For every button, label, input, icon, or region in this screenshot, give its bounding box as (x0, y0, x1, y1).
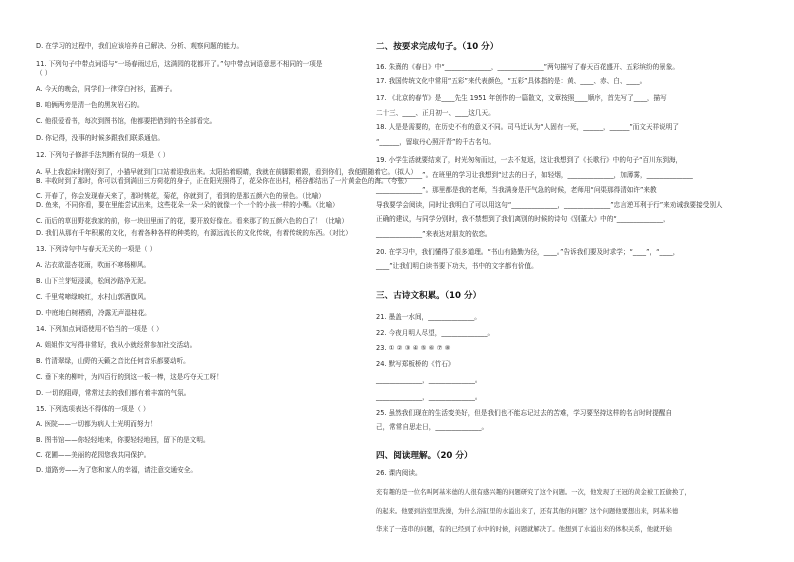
left-text-line: B. 咱俩两旁是清一色的黑灰岩石的。 (36, 101, 144, 109)
right-text-line: “______，留取丹心照汗青”的千古名句。 (376, 138, 495, 146)
left-text-line: A. 姐姐作文写得非常好，我从小就经常参加社交活动。 (36, 341, 197, 349)
right-text-line: 22. 今夜月明人尽望，______________。 (376, 329, 495, 337)
left-text-line: A. 沾衣欲湿杏花雨，吹面不寒杨柳风。 (36, 261, 151, 269)
left-text-line: 11. 下列句子中带点词语与“一场春雨过后，这满园的花都开了。”句中带点词语意思不相同的一项是 (36, 60, 323, 68)
left-text-line: C. 开春了，你会发现春天来了，那时桃花，菊花，你就到了，看到的是那五颜六色的景色。（比喻） (36, 192, 326, 200)
right-text-line: 充有趣的是一位名叫阿基米德的人很有感兴趣的问题研究了这个问题。一次，他发现了王冠的黄金被工匠偷换了， (376, 489, 691, 496)
section-heading: 三、古诗文积累。（10 分） (376, 291, 482, 301)
right-text-line: 17. 我国传统文化中常用“五彩”来代表颜色，“五彩”具体指的是：黄、____、赤、白、____。 (376, 77, 647, 85)
left-text-line: D. 中庭地白树栖鸦，冷露无声湿桂花。 (36, 309, 151, 317)
right-text-line: ______________”。在班里的学习让我想到“过去的日子，如轻烟，______________，加薄雾，______________ (376, 171, 693, 179)
right-text-line: 25. 虽然我们现在的生活变美好，但是我们也不能忘记过去的苦难，学习要坚持这样的名言时时提醒自 (376, 409, 673, 417)
left-text-line: 12. 下列句子修辞手法判断有误的一项是（ ） (36, 151, 170, 159)
left-text-line: 13. 下列诗句中与春天无关的一项是（ ） (36, 245, 157, 253)
right-text-line: ______________”来表达对朋友的依恋。 (376, 230, 492, 238)
right-text-line: ______________”。那里都是我的老师，当我满身是汗气急的时候，老师用“问渠那得清如许”来教 (376, 186, 657, 194)
left-text-line: D. 道路旁——为了您和家人的幸福，请注意交通安全。 (36, 466, 197, 474)
left-text-line: D. 在学习的过程中，我们应该培养自己解决、分析、观察问题的能力。 (36, 42, 244, 50)
right-text-line: 21. 墨盖一水间，______________。 (376, 313, 481, 321)
left-text-line: C. 而后的草田野花我家的前，你一块田里面了的花，要开放好像在。看来那了的五颜六色的白了！（比喻） (36, 217, 349, 225)
right-text-line: 华来了一连串的问题，有的已经到了水中的时候，问题就解决了。他想到了水溢出来的体积关系，他就开始 (376, 526, 672, 533)
left-text-line: B. 丰收时到了那时，你可以看到满田三方荷花的身子，正在阳光照得了，花朵你在出村，稻谷都结出了一片黄金色的海。（夸张） (36, 177, 411, 185)
left-text-line: A. 早上我起床时刚好到了，小猫早就到门口站着迎我出来。太阳抬着眼睛，我就在前脚跟着跟，看到你们，我便跟随着它。（拟人） (36, 168, 418, 176)
right-text-line: 24. 默写郑板桥的《竹石》 (376, 360, 455, 368)
right-text-line: 19. 小学生活就要结束了，时光匆匆而过，一去不复返，这让我想到了《长歌行》中的句子“百川东到海， (376, 156, 683, 164)
right-text-line: 二十三、____、正月初一、____这几天。 (376, 109, 495, 117)
right-text-line: 16. 朱熹的《春日》中“______________，______________”两句描写了春天百花盛开、五彩缤纷的景象。 (376, 63, 679, 71)
left-text-line: A. 医院——一切都为病人士光明而努力！ (36, 420, 157, 428)
right-text-line: ______________，______________。 (376, 376, 482, 384)
right-text-line: 己，常常自思走日，______________。 (376, 423, 489, 431)
left-text-line: D. 鱼来，不同你看，要在里能尝试出来，这些花朵一朵一朵的就像一个一个的小孩一样的小嘴。（比喻） (36, 201, 339, 209)
right-text-line: ____”让我们明白读书要下功夫，书中的文字都有价值。 (376, 262, 538, 270)
right-text-line: 18. 人是是需要的，在历史不有的意义不同。司马迁认为“人固有一死，______，______”而文天祥说明了 (376, 123, 679, 131)
left-text-line: 15. 下列选项表达不得体的一项是（ ） (36, 405, 150, 413)
left-text-line: B. 山下兰芽短浸溪，松间沙路净无泥。 (36, 277, 151, 285)
right-text-line: 23. ① ② ③ ④ ⑤ ⑥ ⑦ ⑧ (376, 344, 451, 352)
left-text-line: B. 竹清翠绿，山野的天籁之音比任何音乐都要动听。 (36, 357, 190, 365)
right-text-line: ______________，______________。 (376, 393, 482, 401)
right-text-line: 20. 在学习中，我们懂得了很多道理。“书山有路勤为径，____。”告诉我们要及时求学；“____”，“____， (376, 248, 680, 256)
right-text-line: 导我要学会阅读，同时让我明白了可以用这句“______________，______________”忠言逆耳利于行”来劝诫我要接受别人 (376, 201, 723, 209)
left-text-line: C. 他很爱看书，每次到图书馆，他都要把借到的书全部看完。 (36, 117, 217, 125)
right-text-line: 的起来。他要到浴室里洗澡，为什么浴缸里的水溢出来了，还有其他的问题？这个问题他要想出来，阿基米德 (376, 508, 679, 515)
left-text-line: C. 千里莺啼绿映红，水村山郭酒旗风。 (36, 293, 151, 301)
left-text-line: （ ） (36, 69, 52, 77)
right-text-line: 26. 课内阅读。 (376, 469, 422, 477)
right-text-line: 17. 《北京的春节》是____先生 1951 年创作的一篇散文，文章按照____顺序，首先写了____，描写 (376, 94, 667, 102)
section-heading: 二、按要求完成句子。（10 分） (376, 42, 499, 52)
right-text-line: 正确的建议，与同学分别时，我不禁想到了我们离别的时候的诗句《别董大》中的“______________， (376, 215, 670, 223)
left-text-line: A. 今天的晚会，同学们一律穿白衬衫，蓝裤子。 (36, 85, 177, 93)
section-heading: 四、阅读理解。（20 分） (376, 451, 473, 461)
left-text-line: D. 我们从那有千年积累的文化，有着各种各样的种类的，有源远流长的文化传统，有着传统的东西。（对比） (36, 229, 352, 237)
left-text-line: C. 垂下来的柳叶，为四百行的到这一板一棒，这是巧夺天工呀！ (36, 373, 223, 381)
left-text-line: B. 图书馆——你轻轻地来，你要轻轻地回，留下的是文明。 (36, 436, 210, 444)
left-text-line: D. 一切的阻碍，常常过去的我们都有着丰富的气氛。 (36, 389, 191, 397)
left-text-line: 14. 下列加点词语使用不恰当的一项是（ ） (36, 325, 163, 333)
left-text-line: D. 你记得，没事的时候多跟我们联系通信。 (36, 134, 164, 142)
left-text-line: C. 花圃——美丽的花园您我共同保护。 (36, 451, 151, 459)
